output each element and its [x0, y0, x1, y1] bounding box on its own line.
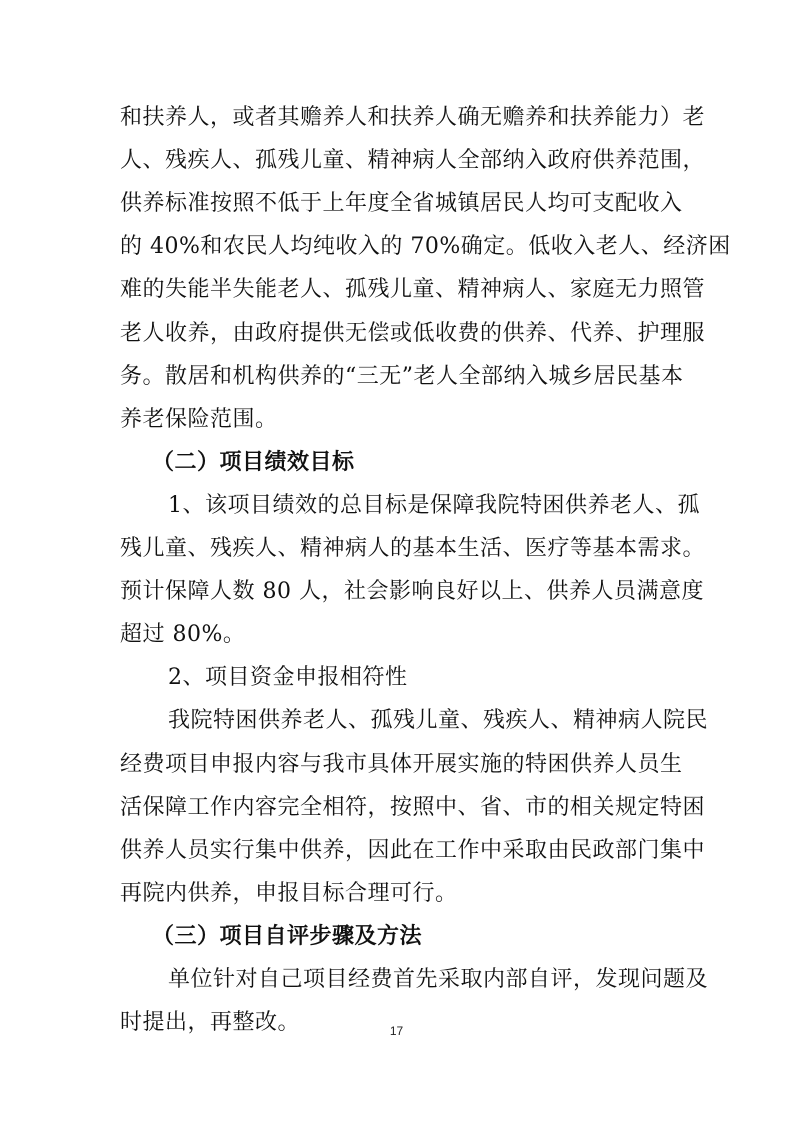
paragraph-line: 务。散居和机构供养的“三无”老人全部纳入城乡居民基本 [120, 364, 684, 389]
paragraph-line: 残儿童、残疾人、精神病人的基本生活、医疗等基本需求。 [120, 536, 706, 561]
paragraph-line: 养老保险范围。 [120, 407, 278, 432]
paragraph-line: 我院特困供养老人、孤残儿童、残疾人、精神病人院民 [168, 708, 709, 733]
page-number: 17 [389, 1024, 404, 1038]
paragraph-line: 供养人员实行集中供养，因此在工作中采取由民政部门集中 [120, 838, 706, 863]
paragraph-line: 和扶养人，或者其赡养人和扶养人确无赡养和扶养能力）老 [120, 105, 706, 130]
section-heading: （三）项目自评步骤及方法 [152, 924, 423, 949]
paragraph-line: 1、该项目绩效的总目标是保障我院特困供养老人、孤 [168, 493, 700, 518]
paragraph-line: 难的失能半失能老人、孤残儿童、精神病人、家庭无力照管 [120, 277, 706, 302]
paragraph-line: 人、残疾人、孤残儿童、精神病人全部纳入政府供养范围， [120, 148, 706, 173]
paragraph-line: 经费项目申报内容与我市具体开展实施的特困供养人员生 [120, 752, 683, 777]
paragraph-line: 的 40%和农民人均纯收入的 70%确定。低收入老人、经济困 [120, 234, 731, 259]
section-heading: （二）项目绩效目标 [152, 450, 355, 475]
paragraph-line: 预计保障人数 80 人，社会影响良好以上、供养人员满意度 [120, 579, 704, 604]
paragraph-line: 超过 80%。 [120, 622, 246, 647]
paragraph-line: 时提出，再整改。 [120, 1010, 301, 1035]
paragraph-line: 供养标准按照不低于上年度全省城镇居民人均可支配收入 [120, 191, 683, 216]
paragraph-line: 再院内供养，申报目标合理可行。 [120, 881, 458, 906]
paragraph-line: 单位针对自己项目经费首先采取内部自评，发现问题及 [168, 967, 709, 992]
paragraph-line: 活保障工作内容完全相符，按照中、省、市的相关规定特困 [120, 795, 706, 820]
paragraph-line: 老人收养，由政府提供无偿或低收费的供养、代养、护理服 [120, 321, 706, 346]
paragraph-line: 2、项目资金申报相符性 [168, 665, 408, 690]
